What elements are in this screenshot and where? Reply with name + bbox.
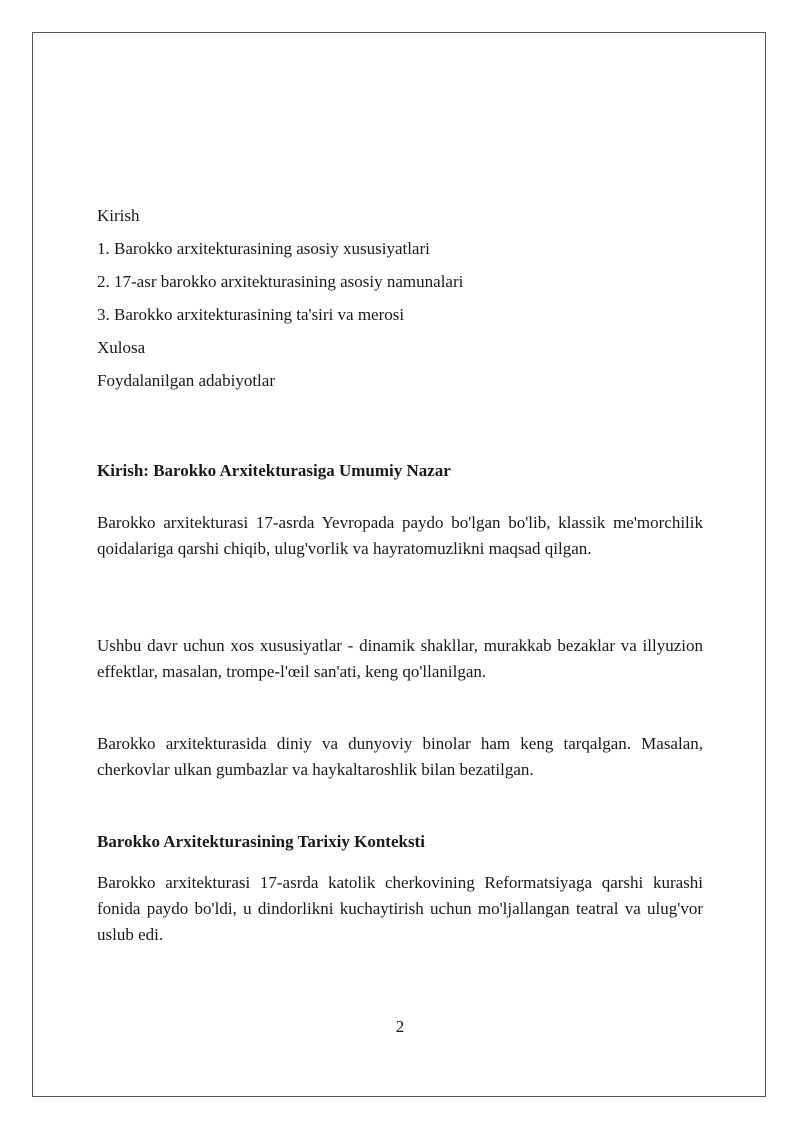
paragraph: Barokko arxitekturasi 17-asrda Yevropada paydo bo'lgan bo'lib, klassik me'morchilik qoidalariga qarshi chiqib, ulug'vorlik va hayratomuzlikni maqsad qilgan. (97, 513, 703, 558)
paragraph: Barokko arxitekturasi 17-asrda katolik cherkovining Reformatsiyaga qarshi kurashi fonida paydo bo'ldi, u dindorlikni kuchaytirish uchun mo'ljallangan teatral va ulug'vor uslub edi. (97, 873, 703, 944)
toc-item: Xulosa (97, 338, 146, 357)
section-heading-history: Barokko Arxitekturasining Tarixiy Konteksti (97, 832, 425, 851)
section-heading-intro: Kirish: Barokko Arxitekturasiga Umumiy Nazar (97, 461, 451, 480)
table-of-contents (97, 199, 703, 397)
toc-item: Kirish (97, 206, 140, 225)
toc-item: 1. Barokko arxitekturasining asosiy xususiyatlari (97, 239, 430, 258)
paragraph: Ushbu davr uchun xos xususiyatlar - dinamik shakllar, murakkab bezaklar va illyuzion effektlar, masalan, trompe-l'œil san'ati, keng qo'llanilgan. (97, 636, 703, 681)
toc-item: 3. Barokko arxitekturasining ta'siri va merosi (97, 305, 405, 324)
paragraph: Barokko arxitekturasida diniy va dunyoviy binolar ham keng tarqalgan. Masalan, cherkovlar ulkan gumbazlar va haykaltaroshlik bilan bezatilgan. (97, 734, 703, 779)
toc-item: Foydalanilgan adabiyotlar (97, 371, 275, 390)
page-number: 2 (395, 1017, 405, 1036)
toc-item: 2. 17-asr barokko arxitekturasining asosiy namunalari (97, 272, 464, 291)
